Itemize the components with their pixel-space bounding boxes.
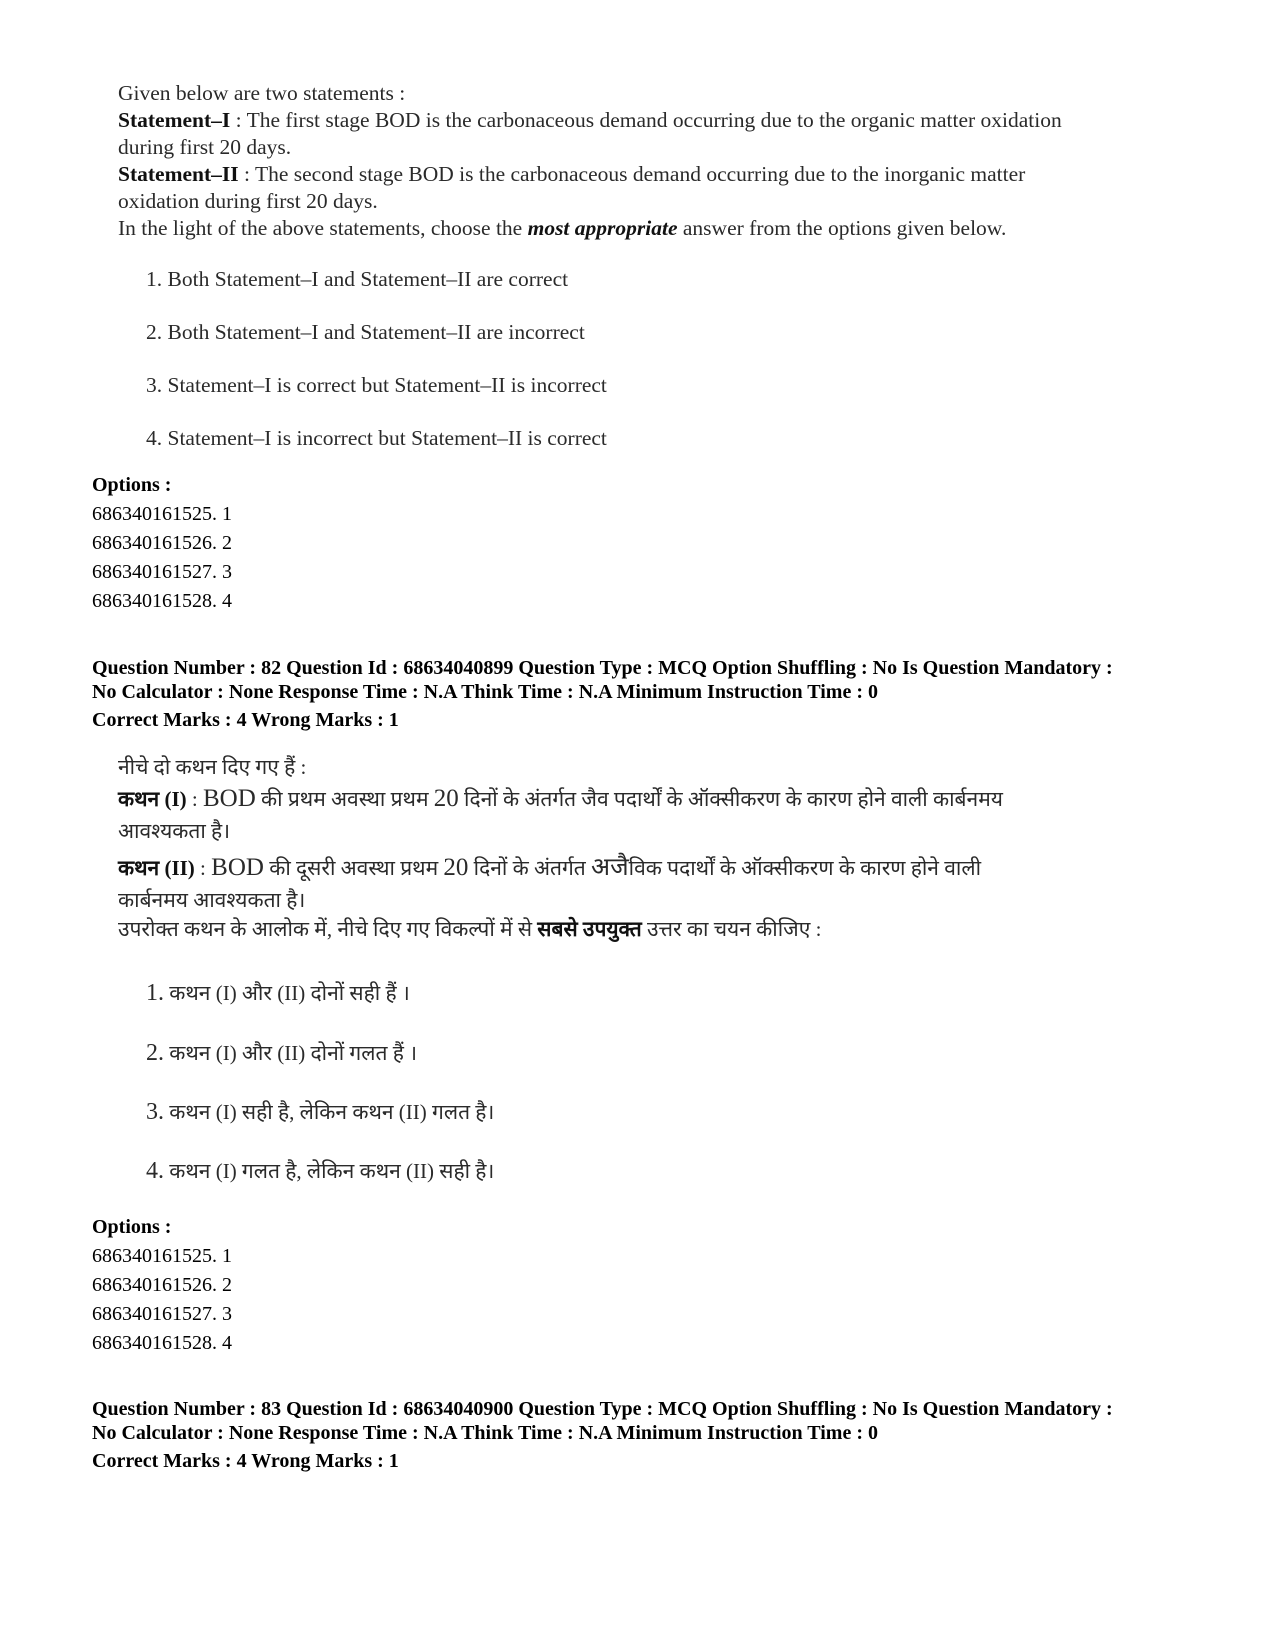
q81-choice-3: 3. Statement–I is correct but Statement–II is incorrect xyxy=(146,373,607,397)
option-item: 686340161528. 4 xyxy=(92,590,232,612)
q82-choice-3: 3. कथन (I) सही है, लेकिन कथन (II) गलत है। xyxy=(146,1099,495,1125)
options-block-2 xyxy=(92,1213,232,1358)
option-item: 686340161525. 1 xyxy=(92,1245,232,1267)
q81-instruction: In the light of the above statements, choose the most appropriate answer from the options given below. xyxy=(118,216,1007,240)
q81-s1-label: Statement–I xyxy=(118,108,231,132)
option-item: 686340161528. 4 xyxy=(92,1332,232,1354)
option-item: 686340161526. 2 xyxy=(92,532,232,554)
q81-instruction-emphasis: most appropriate xyxy=(527,216,678,240)
q82-meta-line-2: No Calculator : None Response Time : N.A Think Time : N.A Minimum Instruction Time : 0 xyxy=(92,681,878,703)
q82-instruction-emphasis: सबसे उपयुक्त xyxy=(537,917,642,941)
q81-english-question xyxy=(118,80,1062,242)
q81-choice-4: 4. Statement–I is incorrect but Statement–II is correct xyxy=(146,426,607,450)
q83-meta-line-1: Question Number : 83 Question Id : 68634040900 Question Type : MCQ Option Shuffling : No Is Question Mandatory : xyxy=(92,1398,1113,1420)
q82-meta-line-1: Question Number : 82 Question Id : 68634040899 Question Type : MCQ Option Shuffling : No Is Question Mandatory : xyxy=(92,657,1113,679)
q81-statement-2: Statement–II : The second stage BOD is the carbonaceous demand occurring due to the inorganic matter xyxy=(118,162,1026,186)
q81-intro: Given below are two statements : xyxy=(118,81,406,105)
option-item: 686340161527. 3 xyxy=(92,561,232,583)
q82-choice-2: 2. कथन (I) और (II) दोनों गलत हैं । xyxy=(146,1040,418,1066)
q83-meta-line-2: No Calculator : None Response Time : N.A Think Time : N.A Minimum Instruction Time : 0 xyxy=(92,1422,878,1444)
q82-instruction: उपरोक्त कथन के आलोक में, नीचे दिए गए विकल्पों में से सबसे उपयुक्त उत्तर का चयन कीजिए : xyxy=(118,917,822,941)
options-block-1 xyxy=(92,471,232,616)
q81-s2-label: Statement–II xyxy=(118,162,239,186)
q81-statement-2-cont: oxidation during first 20 days. xyxy=(118,189,378,213)
option-item: 686340161526. 2 xyxy=(92,1274,232,1296)
q81-statement-1: Statement–I : The first stage BOD is the carbonaceous demand occurring due to the organic matter oxidation xyxy=(118,108,1062,132)
options-heading: Options : xyxy=(92,474,172,496)
q82-statement-1-cont: आवश्यकता है। xyxy=(118,819,231,843)
q81-choice-2: 2. Both Statement–I and Statement–II are incorrect xyxy=(146,320,585,344)
q81-statement-1-cont: during first 20 days. xyxy=(118,135,292,159)
q82-s1-label: कथन (I) xyxy=(118,787,187,811)
q82-s2-label: कथन (II) xyxy=(118,856,195,880)
q83-metadata xyxy=(92,1397,1113,1473)
options-heading: Options : xyxy=(92,1216,172,1238)
q82-intro: नीचे दो कथन दिए गए हैं : xyxy=(118,755,307,779)
q81-choice-1: 1. Both Statement–I and Statement–II are correct xyxy=(146,267,569,291)
q82-marks: Correct Marks : 4 Wrong Marks : 1 xyxy=(92,709,399,731)
q82-statement-2: कथन (II) : BOD की दूसरी अवस्था प्रथम 20 दिनों के अंतर्गत अजैविक पदार्थों के ऑक्सीकरण के कारण होने वाली xyxy=(118,854,982,881)
option-item: 686340161525. 1 xyxy=(92,503,232,525)
q82-statement-2-cont: कार्बनमय आवश्यकता है। xyxy=(118,888,306,912)
q82-statement-1: कथन (I) : BOD की प्रथम अवस्था प्रथम 20 दिनों के अंतर्गत जैव पदार्थों के ऑक्सीकरण के कारण होने वाली कार्बनमय xyxy=(118,785,1003,812)
q82-choice-1: 1. कथन (I) और (II) दोनों सही हैं । xyxy=(146,980,410,1006)
q82-choice-4: 4. कथन (I) गलत है, लेकिन कथन (II) सही है। xyxy=(146,1158,495,1184)
q82-metadata xyxy=(92,656,1113,732)
option-item: 686340161527. 3 xyxy=(92,1303,232,1325)
q83-marks: Correct Marks : 4 Wrong Marks : 1 xyxy=(92,1450,399,1472)
